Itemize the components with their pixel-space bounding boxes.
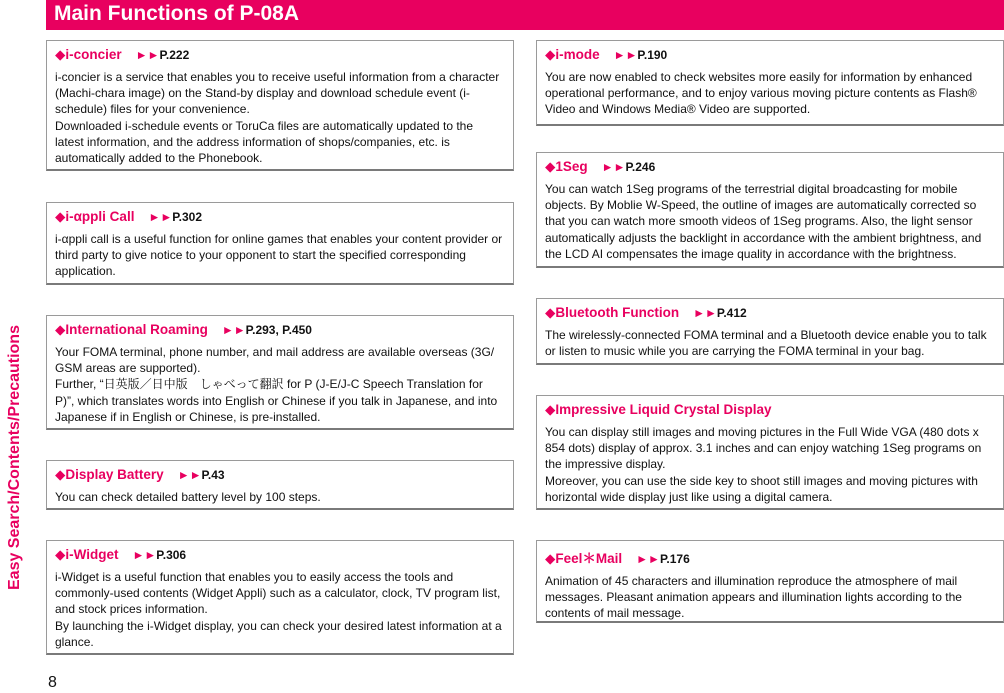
page-reference-link[interactable]: ►►P.222 bbox=[135, 48, 190, 62]
feature-description: You can display still images and moving pictures in the Full Wide VGA (480 dots x 854 dots) display of approx. 3.1 inches and can enjoy watching 1Seg programs on the impressive display. Moreover, you can use the side key to shoot still images and moving pictures with horizontal wide display just like using a digital camera. bbox=[545, 425, 982, 504]
side-tab-label: Easy Search/Contents/Precautions bbox=[6, 325, 23, 590]
feature-box-bluetooth bbox=[536, 298, 1004, 365]
feature-description: Animation of 45 characters and illumination reproduce the atmosphere of mail messages. Pleasant animation appears and illumination lights according to the contents of mail message. bbox=[545, 574, 962, 621]
feature-heading: ◆i-Widget ►►P.306 bbox=[55, 547, 187, 562]
feature-heading: ◆Feel＊Mail ►►P.176 bbox=[545, 551, 690, 566]
page-reference-link[interactable]: ►►P.306 bbox=[132, 548, 187, 562]
page-title-bar bbox=[46, 0, 1004, 30]
feature-heading: ◆i-mode ►►P.190 bbox=[545, 47, 668, 62]
feature-description: Your FOMA terminal, phone number, and mail address are available overseas (3G/ GSM areas are supported). Further, “日英版／日中版 しゃべって翻訳 for P (J-E/J-C Speech Translation for P)”, which translates words into English or Chinese if you talk in Japanese, and into Japanese if in English or Chinese, is pre-installed. bbox=[55, 345, 498, 424]
feature-heading: ◆i-concier ►►P.222 bbox=[55, 47, 190, 62]
feature-heading: ◆Display Battery ►►P.43 bbox=[55, 467, 225, 482]
feature-heading: ◆Bluetooth Function ►►P.412 bbox=[545, 305, 747, 320]
page-reference-link[interactable]: ►►P.412 bbox=[693, 306, 747, 320]
page-reference-link[interactable]: ►►P.246 bbox=[601, 160, 656, 174]
feature-box-i-mode bbox=[536, 40, 1004, 126]
feature-heading: ◆1Seg ►►P.246 bbox=[545, 159, 656, 174]
feature-box-1seg bbox=[536, 152, 1004, 268]
feature-heading: ◆International Roaming ►►P.293, P.450 bbox=[55, 322, 312, 337]
page-title: Main Functions of P-08A bbox=[54, 2, 300, 25]
page-number: 8 bbox=[48, 674, 57, 691]
feature-description: You can check detailed battery level by 100 steps. bbox=[55, 490, 321, 504]
feature-box-international-roaming bbox=[46, 315, 514, 430]
feature-box-feel-mail bbox=[536, 540, 1004, 623]
feature-heading: ◆Impressive Liquid Crystal Display bbox=[545, 402, 772, 417]
page-reference-link[interactable]: ►►P.302 bbox=[148, 210, 203, 224]
feature-box-i-widget bbox=[46, 540, 514, 655]
feature-description: You can watch 1Seg programs of the terrestrial digital broadcasting for mobile objects. By Moblie W-Speed, the outline of images are automatically corrected so that you can watch more smooth videos of 1Seg programs. Also, the light sensor automatically adjusts the backlight in accordance with the ambient brightness, and the LCD AI compensates the image quality in accordance with the brightness. bbox=[545, 182, 982, 261]
feature-description: i-concier is a service that enables you to receive useful information from a character (Machi-chara image) on the Stand-by display and download schedule event (i-schedule) files for your convenience. Downloaded i-schedule events or ToruCa files are automatically updated to the latest information, and the address information of shops/companies, etc. is automatically added to the Phonebook. bbox=[55, 70, 500, 166]
feature-heading: ◆i-αppli Call ►►P.302 bbox=[55, 209, 203, 224]
page-reference-link[interactable]: ►►P.293, P.450 bbox=[221, 323, 312, 337]
feature-description: i-αppli call is a useful function for online games that enables your content provider or third party to give notice to your opponent to start the specified corresponding application. bbox=[55, 232, 503, 279]
side-index-tab bbox=[0, 0, 36, 693]
page-reference-link[interactable]: ►►P.43 bbox=[177, 468, 225, 482]
feature-box-lcd bbox=[536, 395, 1004, 510]
feature-box-i-appli-call bbox=[46, 202, 514, 285]
feature-description: i-Widget is a useful function that enables you to easily access the tools and commonly-used contents (Widget Appli) such as a calculator, clock, TV program list, and stock prices information. By launching the i-Widget display, you can check your desired latest information at a glance. bbox=[55, 570, 502, 649]
feature-description: You are now enabled to check websites more easily for information by enhanced operational performance, and to enjoy various moving picture contents as Flash® Video and Windows Media® Video are supported. bbox=[545, 70, 977, 117]
page-reference-link[interactable]: ►►P.190 bbox=[613, 48, 668, 62]
page-reference-link[interactable]: ►►P.176 bbox=[636, 552, 690, 566]
feature-box-i-concier bbox=[46, 40, 514, 171]
feature-description: The wirelessly-connected FOMA terminal and a Bluetooth device enable you to talk or listen to music while you are carrying the FOMA terminal in your bag. bbox=[545, 328, 987, 359]
feature-box-display-battery bbox=[46, 460, 514, 510]
